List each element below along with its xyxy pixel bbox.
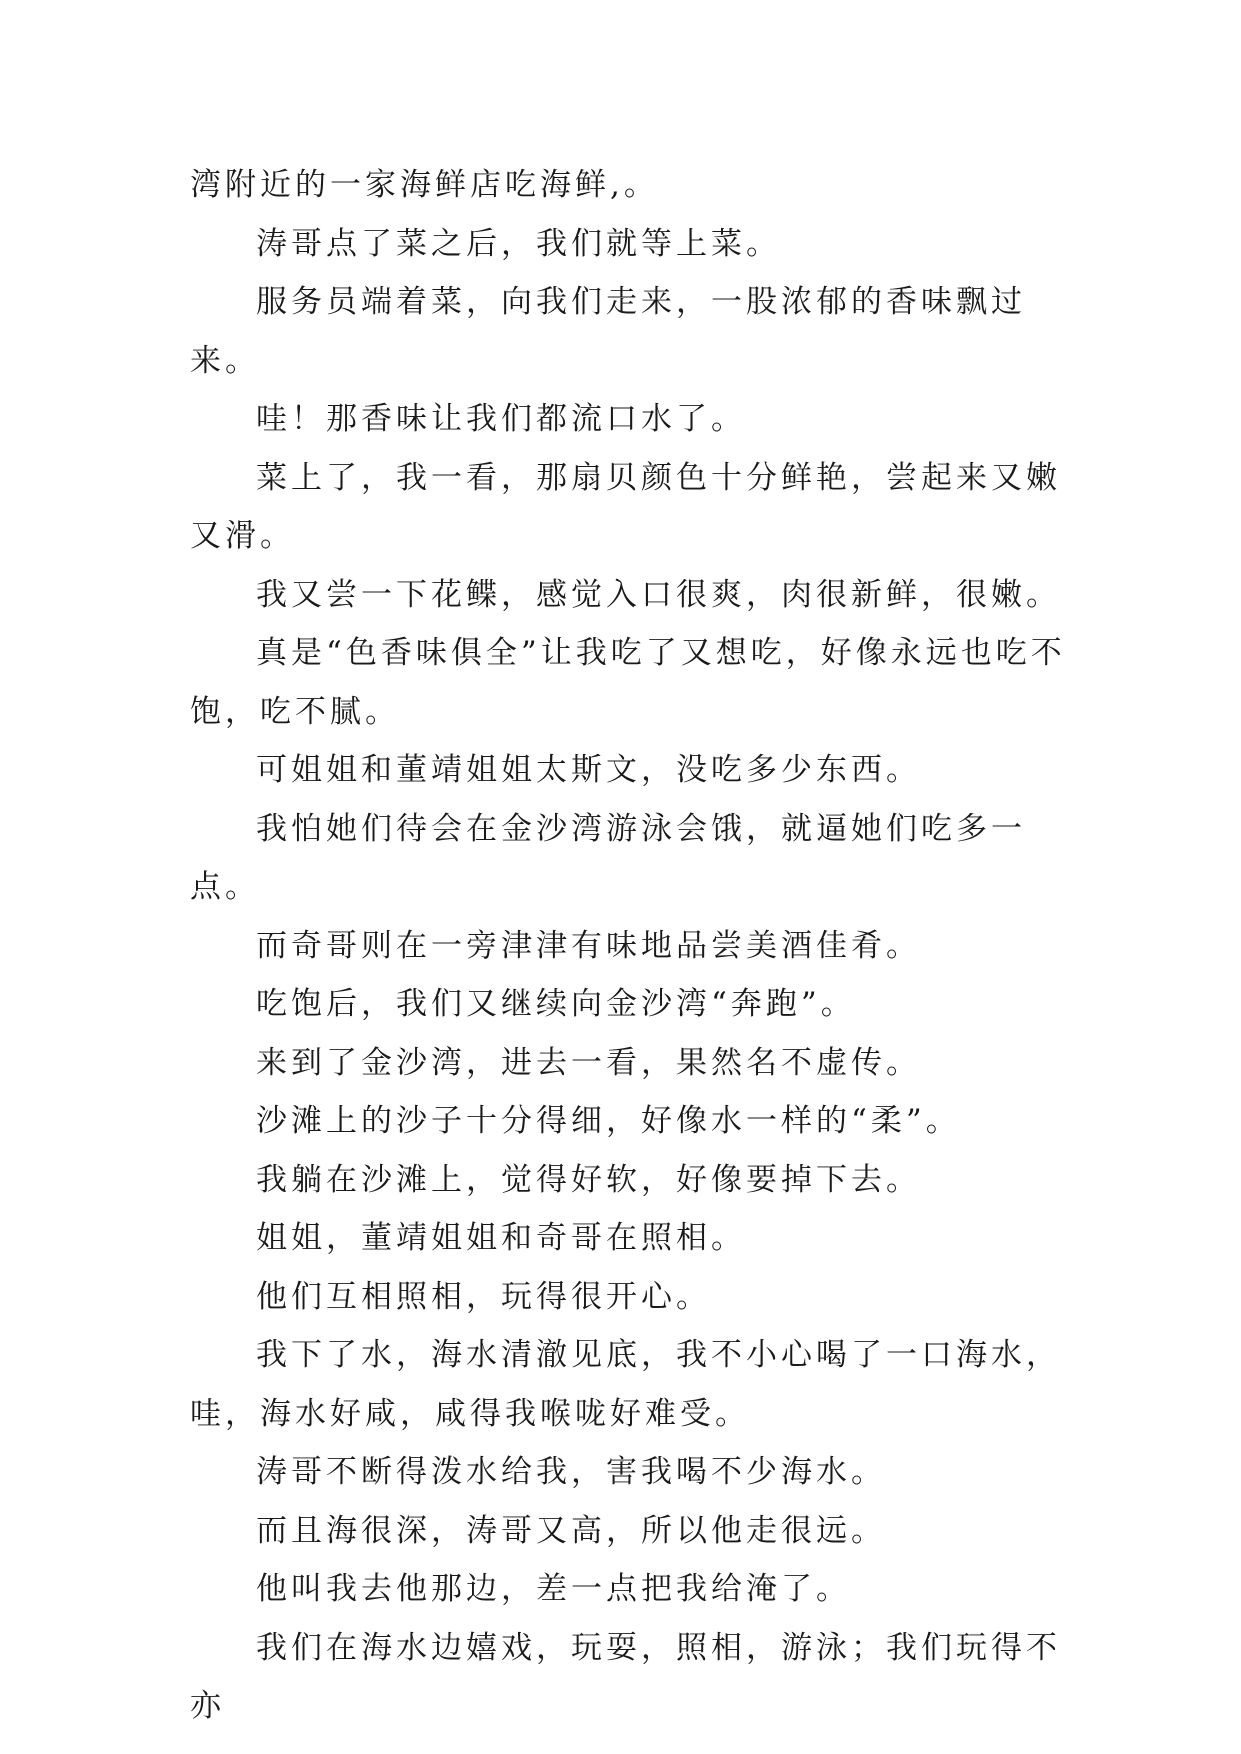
paragraph: 而且海很深，涛哥又高，所以他走很远。 xyxy=(256,1512,886,1549)
paragraph: 涛哥点了菜之后，我们就等上菜。 xyxy=(256,225,781,262)
paragraph: 湾附近的一家海鲜店吃海鲜,。 xyxy=(190,167,659,203)
paragraph: 沙滩上的沙子十分得细，好像水一样的“柔”。 xyxy=(256,1103,961,1139)
paragraph: 服务员端着菜，向我们走来，一股浓郁的香味飘过来。 xyxy=(190,284,1026,379)
paragraph: 他叫我去他那边，差一点把我给淹了。 xyxy=(256,1571,851,1607)
paragraph: 我怕她们待会在金沙湾游泳会饿，就逼她们吃多一点。 xyxy=(190,810,1026,905)
paragraph: 而奇哥则在一旁津津有味地品尝美酒佳肴。 xyxy=(256,927,921,964)
paragraph: 菜上了，我一看，那扇贝颜色十分鲜艳，尝起来又嫩又滑。 xyxy=(190,459,1061,554)
paragraph: 我躺在沙滩上，觉得好软，好像要掉下去。 xyxy=(256,1161,921,1198)
paragraph: 真是“色香味俱全”让我吃了又想吃，好像永远也吃不饱，吃不腻。 xyxy=(190,635,1066,730)
paragraph: 他们互相照相，玩得很开心。 xyxy=(256,1278,711,1315)
document-body xyxy=(190,156,1070,1736)
paragraph: 来到了金沙湾，进去一看，果然名不虚传。 xyxy=(256,1044,921,1081)
paragraph: 姐姐，董靖姐姐和奇哥在照相。 xyxy=(256,1220,746,1256)
paragraph: 涛哥不断得泼水给我，害我喝不少海水。 xyxy=(256,1454,886,1490)
paragraph: 我下了水，海水清澈见底，我不小心喝了一口海水，哇，海水好咸，咸得我喉咙好难受。 xyxy=(190,1337,1061,1432)
paragraph: 可姐姐和董靖姐姐太斯文，没吃多少东西。 xyxy=(256,752,921,788)
paragraph: 吃饱后，我们又继续向金沙湾“奔跑”。 xyxy=(256,986,856,1022)
paragraph: 我又尝一下花鲽，感觉入口很爽，肉很新鲜，很嫩。 xyxy=(256,576,1061,613)
paragraph: 我们在海水边嬉戏，玩耍，照相，游泳；我们玩得不亦 xyxy=(190,1629,1061,1724)
paragraph: 哇！那香味让我们都流口水了。 xyxy=(256,401,746,437)
